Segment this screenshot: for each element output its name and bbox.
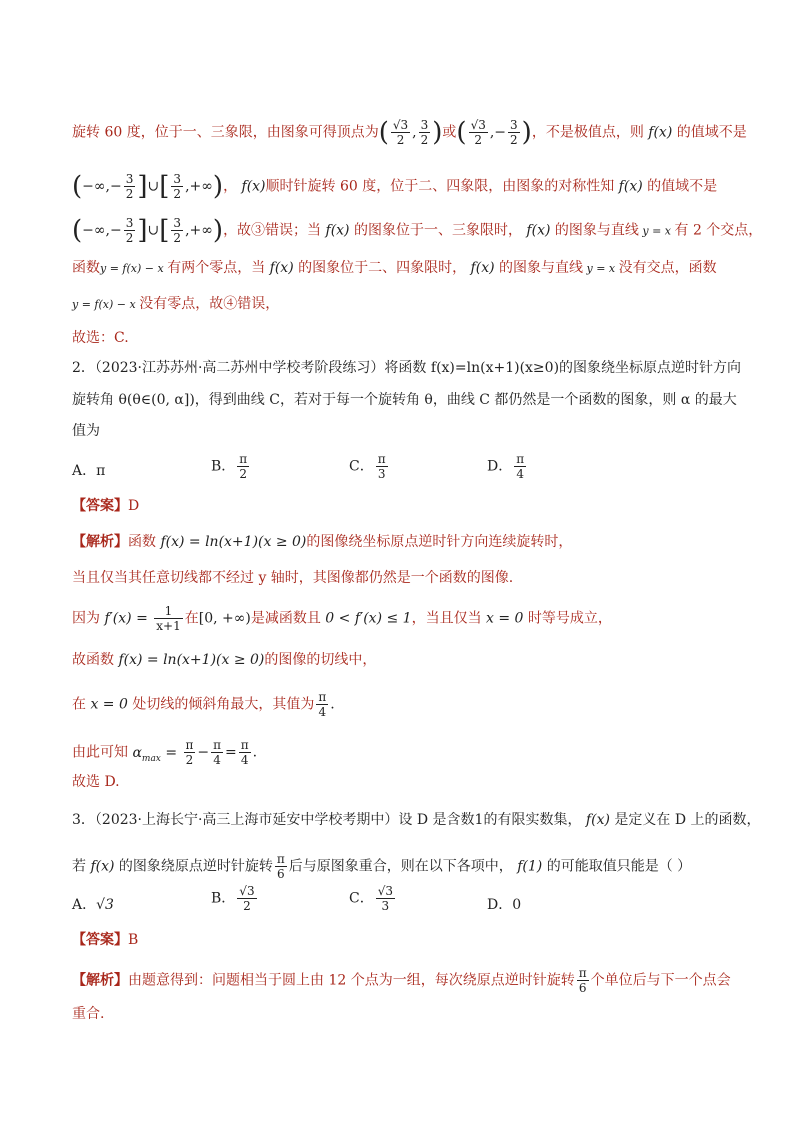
q3-stem-2: 若 f(x) 的图象绕原点逆时针旋转 $\frac{\pi}{6}$ 后与原图象重合，则在以下各项中， f(1) 的可能取值只能是（ ） xyxy=(72,852,692,881)
solution-line-1: 旋转 60 度，位于一、三象限，由图象可得顶点为( $\frac{√3}{2}$ , $\frac{3}{2}$ )或( $\frac{√3}{2}$ ,− $\frac{3}{2}$ )，不是极值点，则 f(x) 的值域不是 xyxy=(72,117,747,148)
q2-option-a: A．π xyxy=(72,463,106,479)
solution-line-5: y = f(x) − x 没有零点，故④错误， xyxy=(72,296,280,312)
q2-stem-2: 旋转角 θ(θ∈(0, α])，得到曲线 C，若对于每一个旋转角 θ，曲线 C 都仍然是一个函数的图象，则 α 的最大 xyxy=(72,392,737,408)
q3-option-b: B． $\frac{√3}{2}$ xyxy=(211,884,255,913)
q2-analysis-3: 因为 f′(x) = $\frac{1}{x+1}$ 在[0, +∞)是减函数且 0 < f′(x) ≤ 1，当且仅当 x = 0 时等号成立， xyxy=(72,604,612,633)
q2-option-b: B． $\frac{\pi}{2}$ xyxy=(211,452,248,481)
q2-analysis-2: 当且仅当其任意切线都不经过 y 轴时，其图像都仍然是一个函数的图像. xyxy=(72,570,514,586)
q2-stem-3: 值为 xyxy=(72,423,100,439)
q3-stem-1: 3．（2023·上海长宁·高三上海市延安中学校考期中）设 D 是含数1的有限实数集， f(x) 是定义在 D 上的函数， xyxy=(72,812,761,828)
q2-conclusion: 故选 D. xyxy=(72,774,120,790)
q3-option-a: A．√3 xyxy=(72,897,114,913)
q2-analysis-1: 【解析】函数 f(x) = ln(x+1)(x ≥ 0)的图像绕坐标原点逆时针方向连续旋转时， xyxy=(72,534,573,550)
q3-answer: 【答案】B xyxy=(72,932,139,948)
q3-option-c: C． $\frac{√3}{3}$ xyxy=(349,884,393,913)
q2-analysis-6: 由此可知 $\alpha_{max}$ = $\frac{\pi}{2}$ − $\frac{\pi}{4}$ = $\frac{\pi}{4}$ . xyxy=(72,738,258,767)
q2-analysis-4: 故函数 f(x) = ln(x+1)(x ≥ 0)的图像的切线中， xyxy=(72,652,377,668)
q3-analysis-1: 【解析】由题意得到：问题相当于圆上由 12 个点为一组，每次绕原点逆时针旋转 $\frac{\pi}{6}$ 个单位后与下一个点会 xyxy=(72,966,731,995)
q2-option-c: C． $\frac{\pi}{3}$ xyxy=(349,452,386,481)
q2-answer: 【答案】D xyxy=(72,498,140,514)
q3-analysis-2: 重合. xyxy=(72,1006,105,1022)
solution-line-2: (−∞,− $\frac{3}{2}$ ]∪[ $\frac{3}{2}$ ,+∞)， f(x)顺时针旋转 60 度，位于二、四象限，由图象的对称性知 f(x) 的值域不是 xyxy=(72,171,718,202)
q2-analysis-5: 在 x = 0 处切线的倾斜角最大，其值为 $\frac{\pi}{4}$ . xyxy=(72,690,335,719)
q2-option-d: D． $\frac{\pi}{4}$ xyxy=(487,452,525,481)
q2-stem-1: 2．（2023·江苏苏州·高二苏州中学校考阶段练习）将函数 f(x)=ln(x+1)(x≥0)的图象绕坐标原点逆时针方向 xyxy=(72,360,742,376)
solution-conclusion: 故选：C. xyxy=(72,330,129,346)
solution-line-3: (−∞,− $\frac{3}{2}$ ]∪[ $\frac{3}{2}$ ,+∞)，故③错误；当 f(x) 的图象位于一、三象限时， f(x) 的图象与直线 y = x 有 2 个交点， xyxy=(72,215,763,246)
q3-option-d: D．0 xyxy=(487,897,522,913)
solution-line-4: 函数y = f(x) − x 有两个零点，当 f(x) 的图象位于二、四象限时， f(x) 的图象与直线 y = x 没有交点，函数 xyxy=(72,260,717,276)
